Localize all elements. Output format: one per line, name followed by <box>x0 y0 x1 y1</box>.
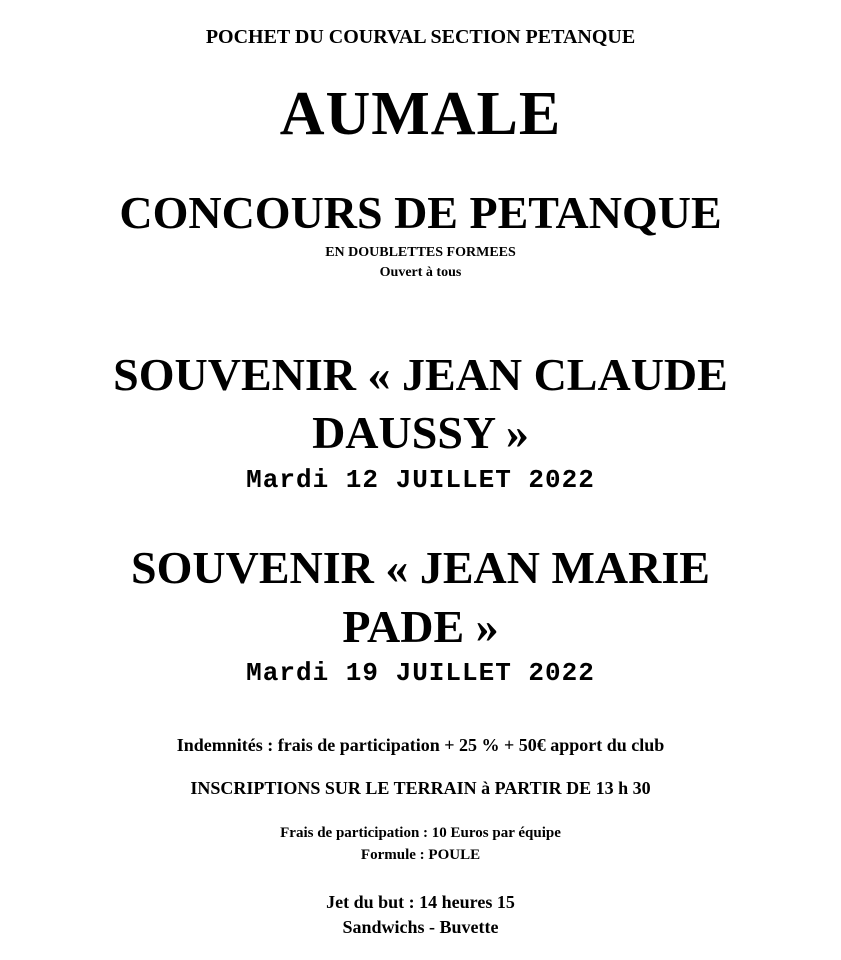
event-2-name-line1: SOUVENIR « JEAN MARIE <box>131 542 710 593</box>
event-1-name-line1: SOUVENIR « JEAN CLAUDE <box>113 349 728 400</box>
open-to-all: Ouvert à tous <box>379 265 462 280</box>
refreshments-text: Sandwichs - Buvette <box>342 917 499 937</box>
format-rule-text: Formule : POULE <box>360 847 481 863</box>
event-1-date: Mardi 12 JUILLET 2022 <box>246 465 595 495</box>
event-title: CONCOURS DE PETANQUE <box>119 187 722 238</box>
organizer-header: POCHET DU COURVAL SECTION PETANQUE <box>205 26 636 48</box>
event-1-name-line2: DAUSSY » <box>312 407 529 458</box>
registration-text: INSCRIPTIONS SUR LE TERRAIN à PARTIR DE 13 h 30 <box>190 778 651 798</box>
event-2-date: Mardi 19 JUILLET 2022 <box>246 658 595 688</box>
event-2-name-line2: PADE » <box>342 601 499 652</box>
city-title: AUMALE <box>279 80 562 148</box>
start-time-text: Jet du but : 14 heures 15 <box>326 892 515 912</box>
format-subtitle: EN DOUBLETTES FORMEES <box>325 245 516 260</box>
indemnities-text: Indemnités : frais de participation + 25 % + 50€ apport du club <box>176 735 665 755</box>
fee-text: Frais de participation : 10 Euros par équipe <box>280 825 561 841</box>
